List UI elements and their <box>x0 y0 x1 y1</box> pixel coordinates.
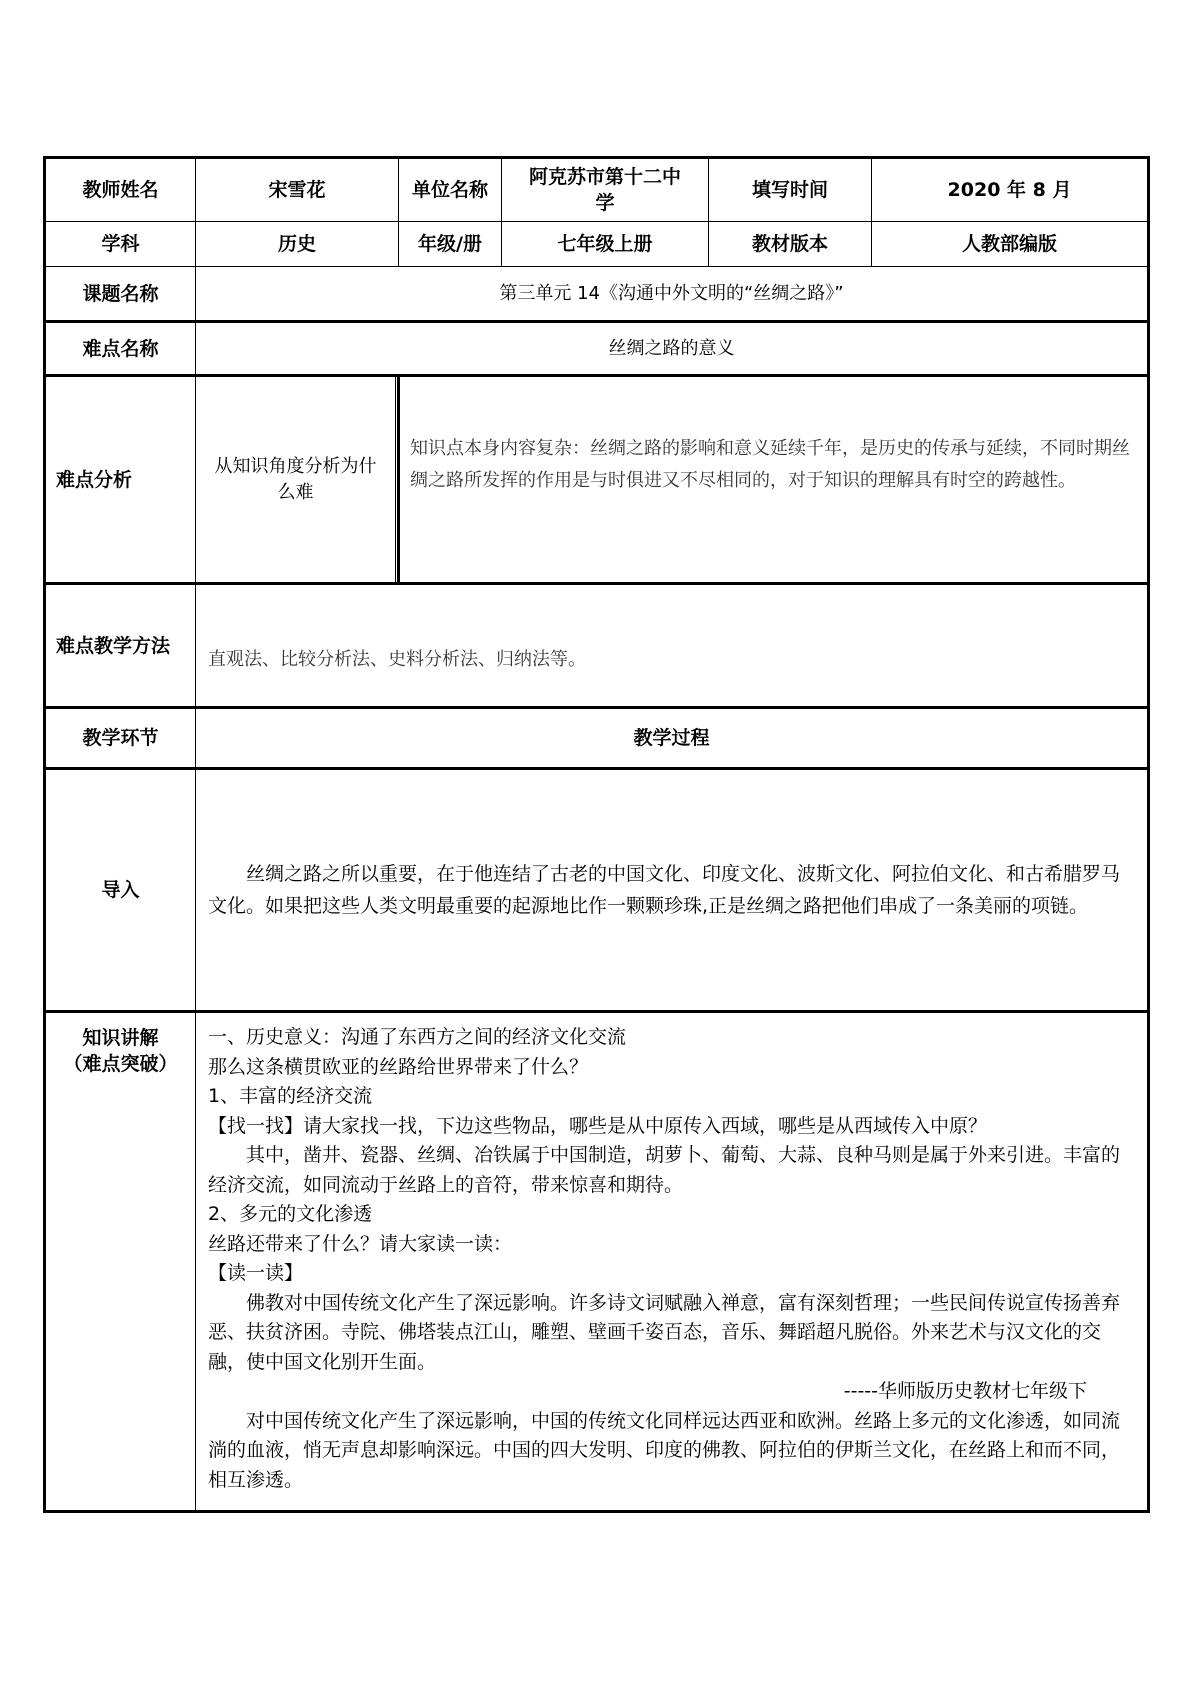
date-value: 2020 年 8 月 <box>872 158 1149 222</box>
lesson-plan-table <box>43 156 1147 1513</box>
lecture-culture-paragraph: 对中国传统文化产生了深远影响，中国的传统文化同样远达西亚和欧洲。丝路上多元的文化渗透，如同流淌的血液，悄无声息却影响深远。中国的四大发明、印度的佛教、阿拉伯的伊斯兰文化，在丝路上和而不同，相互渗透。 <box>208 1409 1121 1491</box>
lecture-label <box>45 1012 196 1512</box>
difficulty-value: 丝绸之路的意义 <box>196 322 1149 376</box>
subject-label: 学科 <box>45 222 196 267</box>
lecture-subheading-culture: 2、多元的文化渗透 <box>208 1203 373 1225</box>
analysis-content: 知识点本身内容复杂：丝绸之路的影响和意义延续千年，是历史的传承与延续，不同时期丝绸之路所发挥的作用是与时俱进又不尽相同的，对于知识的理解具有时空的跨越性。 <box>399 376 1149 584</box>
lecture-culture-question: 丝路还带来了什么？请大家读一读： <box>208 1232 513 1255</box>
method-label: 难点教学方法 <box>45 584 196 708</box>
grade-value: 七年级上册 <box>502 222 709 267</box>
difficulty-label: 难点名称 <box>45 322 196 376</box>
lecture-content <box>196 1012 1149 1512</box>
grade-label: 年级/册 <box>399 222 502 267</box>
lecture-read-activity: 【读一读】 <box>208 1262 304 1284</box>
teacher-name: 宋雪花 <box>196 158 399 222</box>
process-value: 教学过程 <box>196 708 1149 769</box>
intro-label: 导入 <box>45 769 196 1012</box>
intro-cell <box>196 769 1149 1012</box>
edition-value: 人教部编版 <box>872 222 1149 267</box>
teacher-label: 教师姓名 <box>45 158 196 222</box>
method-content: 直观法、比较分析法、史料分析法、归纳法等。 <box>196 584 1149 708</box>
subject-value: 历史 <box>196 222 399 267</box>
lecture-subheading-economy: 1、丰富的经济交流 <box>208 1085 373 1107</box>
lecture-label-line2: （难点突破） <box>63 1053 178 1075</box>
analysis-label: 难点分析 <box>45 376 196 584</box>
analysis-sub-label: 从知识角度分析为什么难 <box>196 376 396 584</box>
lecture-question: 那么这条横贯欧亚的丝路给世界带来了什么？ <box>208 1055 589 1078</box>
process-label: 教学环节 <box>45 708 196 769</box>
lecture-find-activity: 【找一找】请大家找一找，下边这些物品，哪些是从中原传入西域，哪些是从西域传入中原？ <box>208 1114 988 1137</box>
lecture-economy-paragraph: 其中，凿井、瓷器、丝绸、冶铁属于中国制造，胡萝卜、葡萄、大蒜、良种马则是属于外来引进。丰富的经济交流，如同流动于丝路上的音符，带来惊喜和期待。 <box>208 1144 1121 1196</box>
topic-label: 课题名称 <box>45 267 196 322</box>
lecture-buddhism-paragraph: 佛教对中国传统文化产生了深远影响。许多诗文词赋融入禅意，富有深刻哲理；一些民间传说宣传扬善弃恶、扶贫济困。寺院、佛塔装点江山，雕塑、壁画千姿百态，音乐、舞蹈超凡脱俗。外来艺术与汉文化的交融，使中国文化别开生面。 <box>208 1291 1121 1373</box>
unit-name: 阿克苏市第十二中学 <box>502 158 709 222</box>
topic-value: 第三单元 14《沟通中外文明的“丝绸之路》” <box>196 267 1149 322</box>
edition-label: 教材版本 <box>709 222 872 267</box>
lecture-source: -----华师版历史教材七年级下 <box>843 1380 1088 1402</box>
date-label: 填写时间 <box>709 158 872 222</box>
lecture-heading: 一、历史意义：沟通了东西方之间的经济文化交流 <box>208 1026 627 1048</box>
intro-paragraph: 丝绸之路之所以重要，在于他连结了古老的中国文化、印度文化、波斯文化、阿拉伯文化、和古希腊罗马文化。如果把这些人类文明最重要的起源地比作一颗颗珍珠,正是丝绸之路把他们串成了一条美丽的项链。 <box>208 863 1121 917</box>
lecture-label-line1: 知识讲解 <box>82 1027 159 1049</box>
unit-label: 单位名称 <box>399 158 502 222</box>
